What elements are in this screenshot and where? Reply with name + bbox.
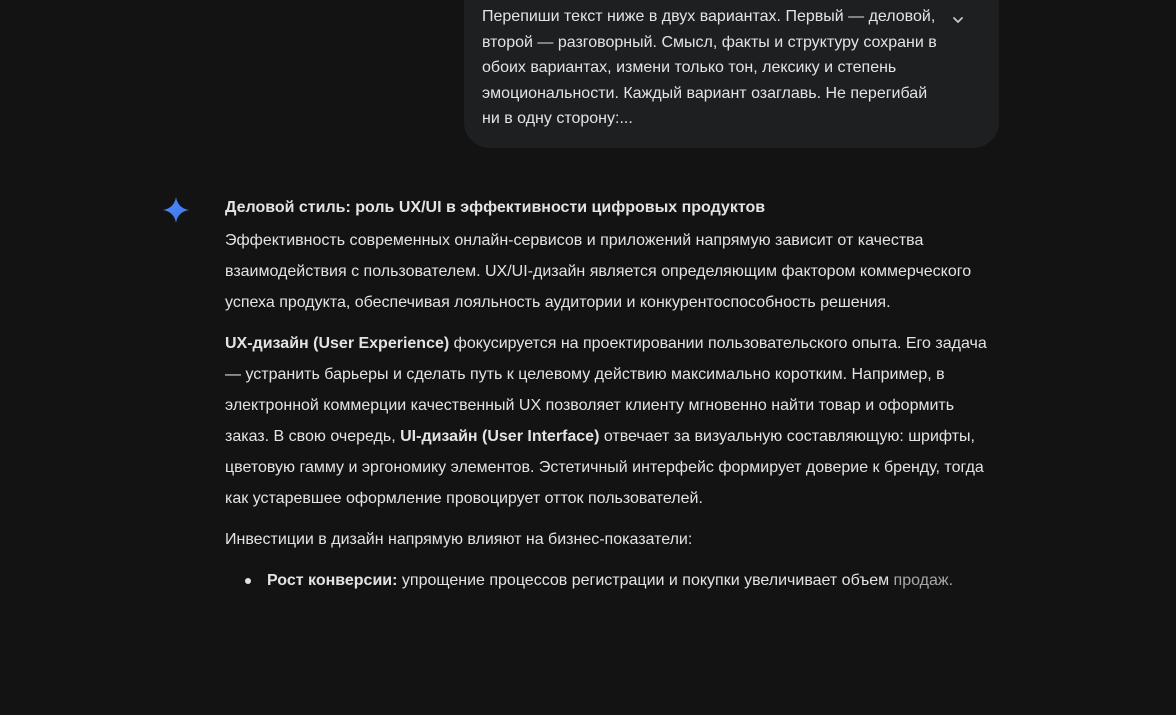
assistant-response [225,196,1000,596]
expand-prompt-button[interactable] [946,8,970,32]
ui-term: UI-дизайн (User Interface) [400,428,600,445]
bullet-text-faded: продаж. [893,572,954,589]
response-paragraph-2 [225,328,1000,514]
response-paragraph-1: Эффективность современных онлайн-сервисов и приложений напрямую зависит от качества взаимодействия с пользователем. UX/UI-дизайн является определяющим фактором коммерческого успеха продукта, обеспечивая лояльность аудитории и конкурентоспособность решения. [225,232,972,311]
response-paragraph-3: Инвестиции в дизайн напрямую влияют на бизнес-показатели: [225,531,693,548]
bullet-list [225,565,1000,596]
user-prompt-bubble [464,0,999,148]
list-item [267,565,1000,596]
ux-term: UX-дизайн (User Experience) [225,335,450,352]
ui-description: отвечает за визуальную составляющую: шрифты, цветовую гамму и эргономику элементов. Эстетичный интерфейс формирует доверие к бренду, тогда как устаревшее оформление провоцирует отток пользователей. [225,428,984,507]
bullet-text: упрощение процессов регистрации и покупки увеличивает объем [397,572,894,589]
bullet-term: Рост конверсии: [267,572,398,589]
gemini-sparkle-icon [162,196,190,224]
response-title: Деловой стиль: роль UX/UI в эффективности цифровых продуктов [225,199,766,216]
ux-description: фокусируется на проектировании пользовательского опыта. Его задача — устранить барьеры и сделать путь к целевому действию максимально коротким. Например, в электронной коммерции качественный UX позволяет клиенту мгновенно найти товар и оформить заказ. В свою очередь, [225,335,987,445]
user-prompt-text: Перепиши текст ниже в двух вариантах. Первый — деловой, второй — разговорный. Смысл, факты и структуру сохрани в обоих вариантах, измени только тон, лексику и степень эмоциональности. Каждый вариант озаглавь. Не перегибай ни в одну сторону:... [482,8,937,128]
chevron-down-icon [951,13,965,27]
